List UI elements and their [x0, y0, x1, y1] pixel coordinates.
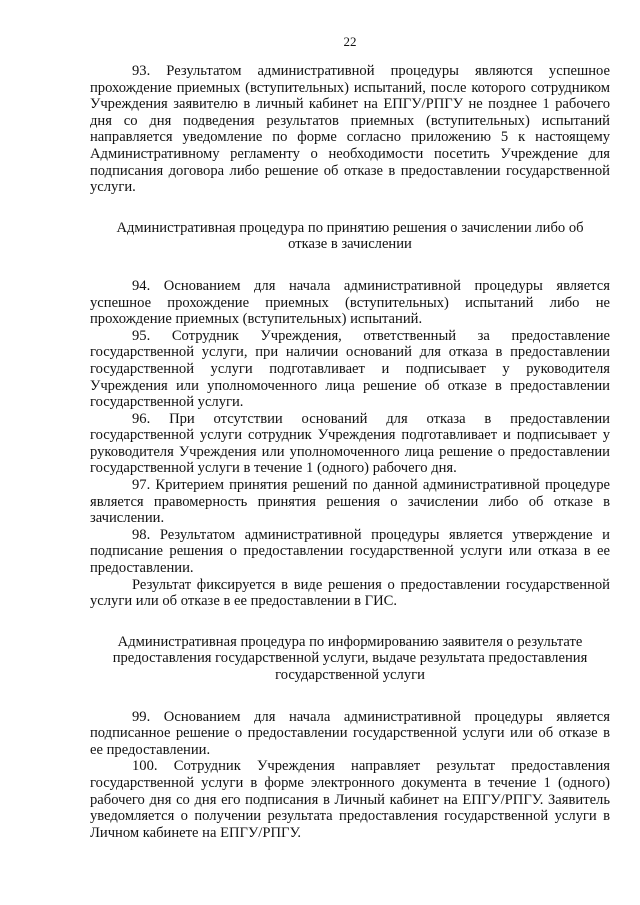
paragraph-97: 97. Критерием принятия решений по данной административной процедуре является правомерность принятия решения о зачислении либо об отказе в зачислении.: [90, 477, 610, 527]
paragraph-94: 94. Основанием для начала административной процедуры является успешное прохождение приемных (вступительных) испытаний либо не прохождение приемных (вступительных) испытаний.: [90, 277, 610, 328]
paragraph-96: 96. При отсутствии оснований для отказа в предоставлении государственной услуги сотрудник Учреждения подготавливает и подписывает у руководителя Учреждения или уполномоченного лица решение о предоставлении государственной услуги в течение 1 (одного) рабочего дня.: [90, 410, 610, 477]
paragraph-93: 93. Результатом административной процедуры являются успешное прохождение приемных (вступительных) испытаний, после которого сотрудником Учреждения заявителю в личный кабинет на ЕПГУ/РПГУ не позднее 1 рабочего дня со дня подведения результатов приемных (вступительных) испытаний направляется уведомление по форме согласно приложению 5 к настоящему Административному регламенту о необходимости посетить Учреждение для подписания договора либо решение об отказе в предоставлении государственной услуги.: [90, 63, 610, 196]
paragraph-99: 99. Основанием для начала административной процедуры является подписанное решение о предоставлении государственной услуги или об отказе в ее предоставлении.: [90, 708, 610, 758]
paragraph-100: 100. Сотрудник Учреждения направляет результат предоставления государственной услуги в форме электронного документа в течение 1 (одного) рабочего дня со дня его подписания в Личный кабинет на ЕПГУ/РПГУ. Заявитель уведомляется о получении результата предоставления государственной услуги в Личном кабинете на ЕПГУ/РПГУ.: [90, 758, 610, 841]
section-heading-enrollment-decision: Административная процедура по принятию решения о зачислении либо об отказе в зачислении: [116, 219, 584, 253]
spacer: [90, 610, 610, 634]
spacer: [90, 684, 610, 709]
section-heading-informing-applicant: Административная процедура по информированию заявителя о результате предоставления государственной услуги, выдаче результата предоставления государственной услуги: [112, 633, 588, 683]
paragraph-98: 98. Результатом административной процедуры является утверждение и подписание решения о предоставлении государственной услуги или отказа в ее предоставлении.: [90, 526, 610, 577]
spacer: [90, 196, 610, 220]
document-page: [90, 34, 610, 841]
page-number: 22: [343, 34, 357, 49]
paragraph-result-note: Результат фиксируется в виде решения о предоставлении государственной услуги или об отказе в ее предоставлении в ГИС.: [90, 576, 610, 610]
paragraph-95: 95. Сотрудник Учреждения, ответственный за предоставление государственной услуги, при наличии оснований для отказа в предоставлении государственной услуги подготавливает и подписывает у руководителя Учреждения или уполномоченного лица решение об отказе в предоставлении государственной услуги.: [90, 327, 610, 411]
spacer: [90, 253, 610, 278]
